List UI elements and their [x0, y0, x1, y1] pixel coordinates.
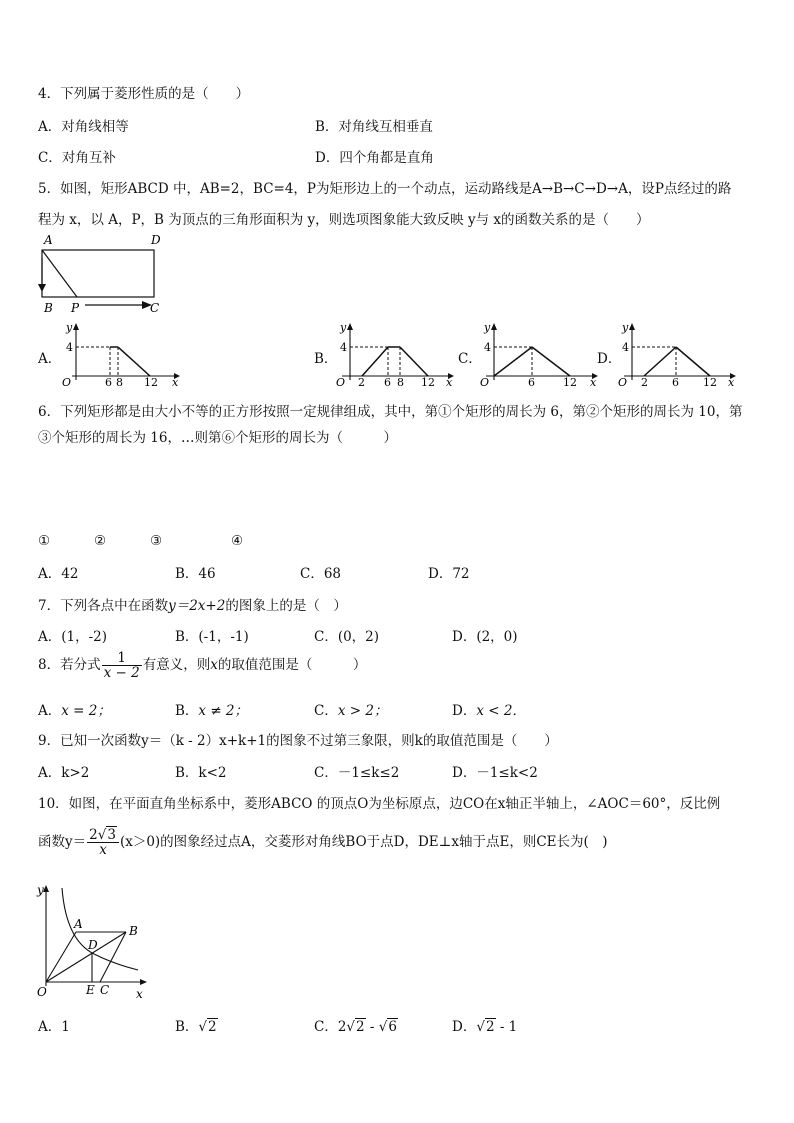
graph-c-ymax: 4	[484, 341, 491, 354]
graph-d-xlabel: x	[728, 376, 735, 389]
q10-option-b[interactable]: B．√2	[175, 1019, 217, 1035]
graph-b-ylabel: y	[340, 321, 347, 334]
q10-option-c[interactable]: C．2√2 - √6	[314, 1019, 397, 1035]
q8-option-c-label: C．	[314, 703, 338, 719]
graph-d-origin: O	[618, 376, 628, 389]
graph-b-xlabel: x	[446, 376, 453, 389]
graph-b-ymax: 4	[340, 341, 347, 354]
q4-option-d[interactable]: D．四个角都是直角	[315, 150, 434, 166]
fig10-label-x: x	[136, 987, 143, 1001]
graph-d-tick: 6	[672, 376, 679, 389]
q8-var: x	[210, 657, 218, 674]
q6-figure-label-4: ④	[231, 533, 244, 549]
q6-option-b[interactable]: B．46	[175, 566, 216, 582]
q5-option-a[interactable]: A．	[38, 351, 62, 367]
q8-option-a-expr: x = 2；	[61, 703, 111, 719]
q6-option-a[interactable]: A．42	[38, 566, 79, 582]
fig10-label-b: B	[129, 924, 138, 938]
q5-graph-b	[332, 318, 462, 390]
fig10-label-d: D	[88, 938, 98, 952]
graph-b-tick: 6	[384, 376, 391, 389]
q5-graph-d	[614, 318, 744, 390]
graph-d-ylabel: y	[622, 321, 629, 334]
q10-option-c-label: C．2	[314, 1019, 347, 1035]
q7-option-a[interactable]: A．(1，-2)	[38, 629, 108, 645]
q6-option-c[interactable]: C．68	[300, 566, 342, 582]
q8-prefix: 8．若分式	[38, 657, 101, 674]
q10-option-a[interactable]: A．1	[38, 1019, 70, 1035]
q6-stem-line2: ③个矩形的周长为 16，…则第⑥个矩形的周长为（ ）	[38, 430, 397, 446]
q9-stem: 9．已知一次函数y＝（k - 2）x+k+1的图象不过第三象限，则k的取值范围是（ ）	[38, 733, 558, 749]
q10-numerator-radicand: 3	[107, 827, 116, 843]
q10-numerator-coef: 2	[89, 827, 98, 843]
q8-option-c[interactable]	[314, 699, 387, 719]
fig10-label-c: C	[100, 983, 110, 997]
fig10-label-a: A	[74, 917, 83, 931]
q5-graph-a	[58, 318, 188, 390]
q8-stem	[38, 651, 366, 680]
graph-c-xlabel: x	[590, 376, 597, 389]
q5-option-d[interactable]: D．	[597, 351, 622, 367]
q7-suffix: 的图象上的是（ ）	[225, 598, 347, 614]
graph-a-xlabel: x	[172, 376, 179, 389]
fig10-label-e: E	[86, 983, 95, 997]
q8-fraction-numerator: 1	[102, 651, 142, 666]
graph-b-origin: O	[336, 376, 346, 389]
q8-option-b-label: B．	[175, 703, 199, 719]
q8-option-d[interactable]	[452, 699, 526, 719]
q4-option-c[interactable]: C．对角互补	[38, 150, 116, 166]
q6-option-d[interactable]: D．72	[428, 566, 470, 582]
q4-option-b[interactable]: B．对角线互相垂直	[315, 119, 433, 135]
graph-a-ylabel: y	[66, 321, 73, 334]
q10-option-b-radicand: 2	[208, 1019, 217, 1035]
graph-a-tick: 8	[116, 376, 123, 389]
graph-c-tick: 6	[528, 376, 535, 389]
graph-d-tick: 12	[703, 376, 717, 389]
graph-a-origin: O	[62, 376, 72, 389]
q8-option-d-expr: x < 2．	[476, 703, 526, 719]
q10-fraction	[87, 828, 119, 857]
q10-line2-prefix: 函数y＝	[38, 834, 87, 851]
graph-d-ymax: 4	[622, 341, 629, 354]
q4-option-a[interactable]: A．对角线相等	[38, 119, 129, 135]
graph-b-tick: 2	[358, 376, 365, 389]
q8-option-a-label: A．	[38, 703, 62, 719]
q10-stem-line2	[38, 828, 608, 857]
graph-b-tick: 12	[421, 376, 435, 389]
q10-option-d-radicand: 2	[485, 1019, 495, 1035]
graph-a-ymax: 4	[66, 341, 73, 354]
graph-a-tick: 6	[105, 376, 112, 389]
q5-option-b[interactable]: B．	[314, 351, 338, 367]
fig5-label-c: C	[150, 301, 160, 315]
q7-option-b[interactable]: B．(-1，-1)	[175, 629, 249, 645]
fig5-label-b: B	[44, 301, 53, 315]
q10-rhombus-figure	[34, 880, 164, 1004]
q8-suffix: 的取值范围是（ ）	[217, 657, 367, 674]
q10-stem-line1: 10．如图，在平面直角坐标系中，菱形ABCO 的顶点O为坐标原点，边CO在x轴正半轴上，∠AOC＝60°，反比例	[38, 796, 721, 812]
fig10-label-o: O	[37, 985, 47, 999]
q7-function: y＝2x+2	[168, 598, 226, 614]
q8-option-c-expr: x > 2；	[337, 703, 388, 719]
q5-stem-line1: 5．如图，矩形ABCD 中，AB=2，BC=4，P为矩形边上的一个动点，运动路线是A→B→C→D→A，设P点经过的路	[38, 181, 732, 197]
q8-fraction-denominator: x − 2	[103, 665, 140, 682]
graph-c-tick: 12	[563, 376, 577, 389]
q10-option-d-tail: - 1	[495, 1019, 518, 1035]
q6-figure-label-2: ②	[94, 533, 107, 549]
fig5-label-d: D	[151, 233, 161, 247]
q5-option-c[interactable]: C．	[458, 351, 482, 367]
graph-d-tick: 2	[641, 376, 648, 389]
q6-figure-label-3: ③	[150, 533, 163, 549]
q9-option-a[interactable]: A．k>2	[38, 765, 90, 781]
q7-stem	[38, 594, 347, 614]
q8-option-d-label: D．	[452, 703, 477, 719]
q5-graph-c	[476, 318, 606, 390]
q4-stem: 4．下列属于菱形性质的是（ ）	[38, 86, 250, 102]
q8-option-a[interactable]	[38, 699, 111, 719]
q6-stem-line1: 6．下列矩形都是由大小不等的正方形按照一定规律组成，其中，第①个矩形的周长为 6，第②个矩形的周长为 10，第	[38, 404, 743, 420]
graph-c-origin: O	[480, 376, 490, 389]
q8-option-b-expr: x ≠ 2；	[198, 703, 249, 719]
fig5-label-p: P	[71, 301, 80, 315]
q8-mid: 有意义，则	[142, 657, 211, 674]
q7-option-c[interactable]: C．(0，2)	[314, 629, 380, 645]
q10-option-d-label: D．	[452, 1019, 477, 1035]
q5-stem-line2: 程为 x，以 A，P，B 为顶点的三角形面积为 y，则选项图象能大致反映 y与 x的函数关系的是（ ）	[38, 212, 650, 228]
q10-fraction-denominator: x	[99, 842, 107, 859]
q10-option-c-radicand-1: 2	[356, 1019, 365, 1035]
q8-fraction	[102, 651, 142, 680]
q9-option-c[interactable]: C．－1≤k≤2	[314, 765, 400, 781]
graph-a-tick: 12	[144, 376, 158, 389]
fig10-label-y: y	[37, 883, 44, 897]
q7-option-d[interactable]: D．(2，0)	[452, 629, 518, 645]
q6-figure-label-1: ①	[38, 533, 51, 549]
q9-option-d[interactable]: D．－1≤k<2	[452, 765, 538, 781]
q7-prefix: 7．下列各点中在函数	[38, 598, 169, 614]
q10-line2-suffix: (x＞0)的图象经过点A，交菱形对角线BO于点D，DE⊥x轴于点E，则CE长为( )	[119, 834, 608, 851]
q5-rectangle-figure	[30, 228, 180, 316]
graph-b-tick: 8	[397, 376, 404, 389]
fig5-label-a: A	[44, 233, 53, 247]
q8-option-b[interactable]	[175, 699, 248, 719]
graph-c-ylabel: y	[484, 321, 491, 334]
q10-option-c-radicand-2: 6	[388, 1019, 397, 1035]
q10-fraction-numerator: 2√3	[87, 828, 119, 843]
q10-option-d[interactable]: D．√2 - 1	[452, 1019, 518, 1035]
q10-option-c-minus: -	[365, 1019, 379, 1035]
q10-option-b-label: B．	[175, 1019, 199, 1035]
q9-option-b[interactable]: B．k<2	[175, 765, 227, 781]
